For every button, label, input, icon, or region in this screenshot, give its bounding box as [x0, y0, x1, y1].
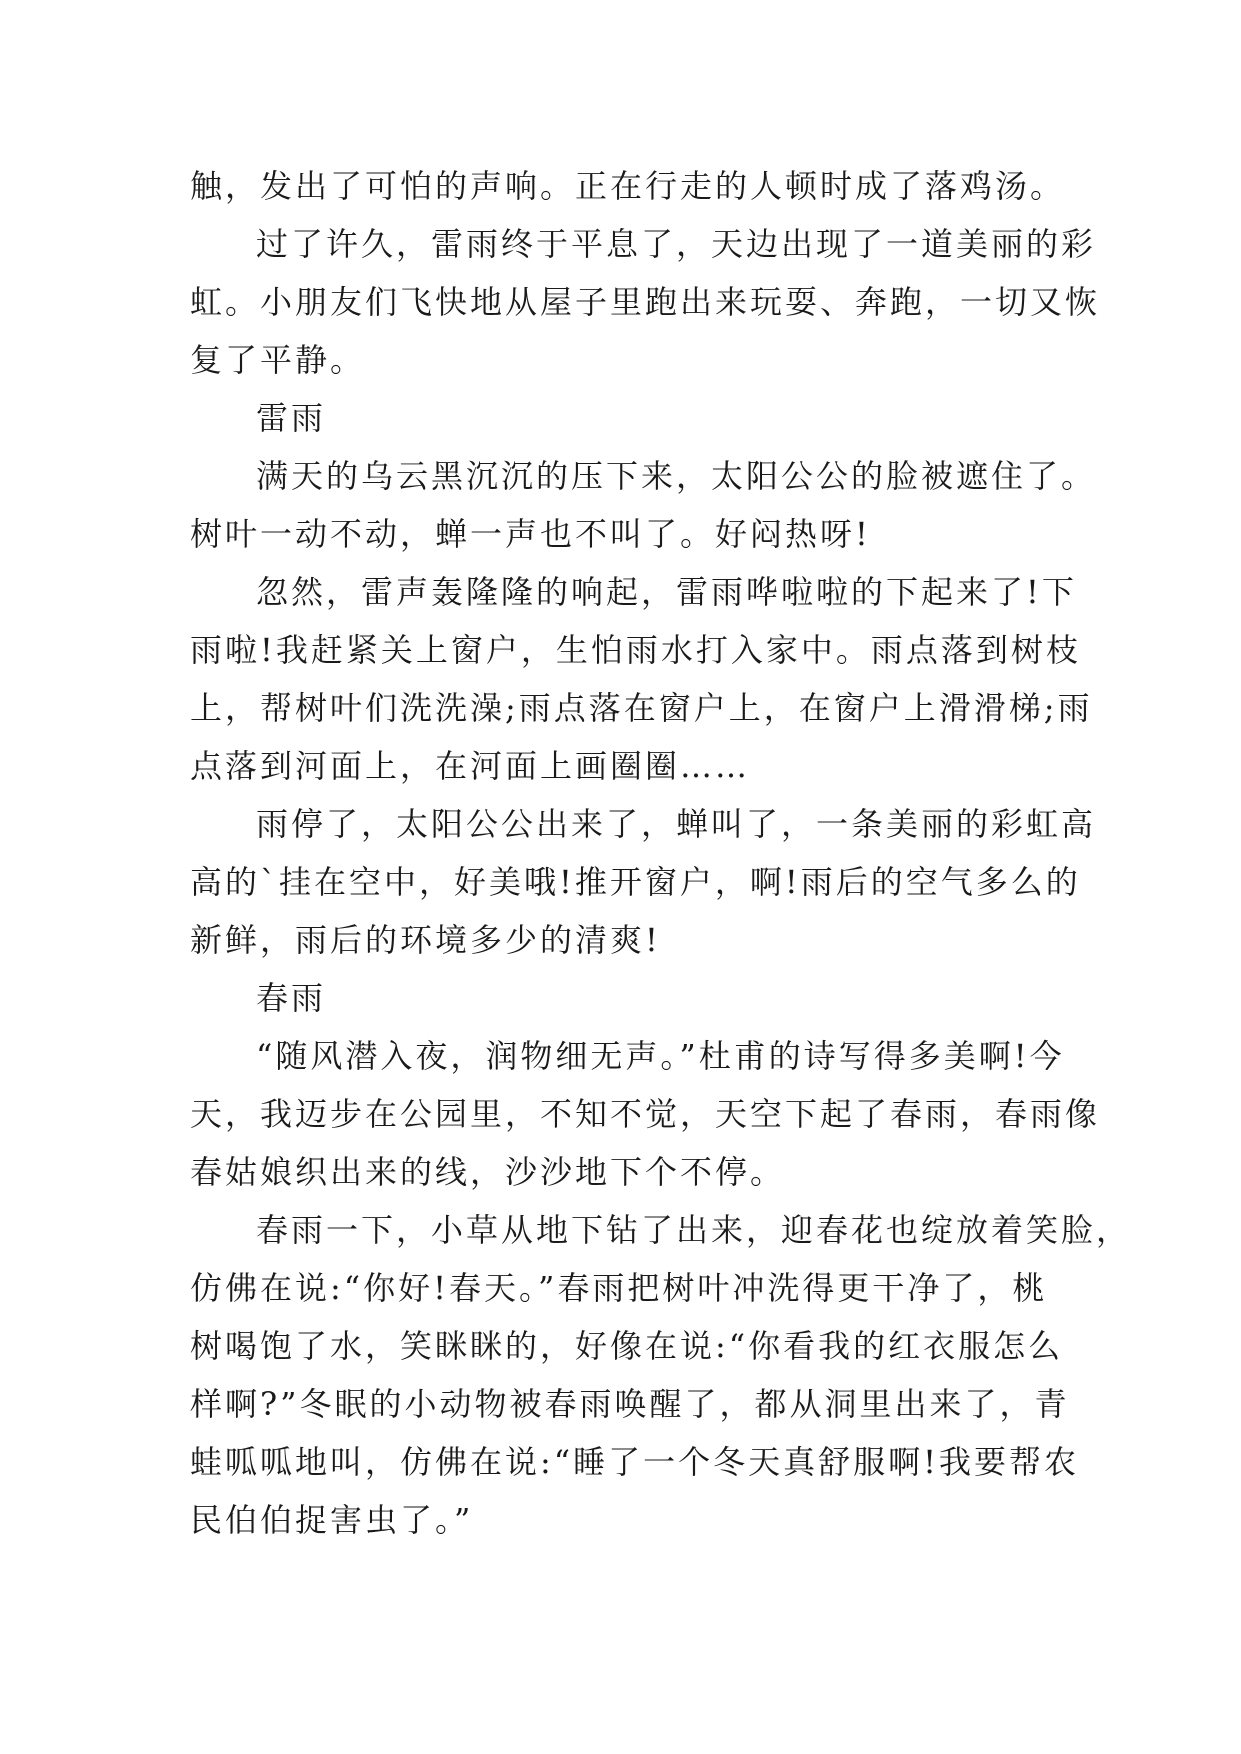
text-line: 触，发出了可怕的声响。正在行走的人顿时成了落鸡汤。 [190, 167, 1066, 205]
section-heading: 雷雨 [256, 399, 327, 437]
text-line: 上，帮树叶们洗洗澡;雨点落在窗户上，在窗户上滑滑梯;雨 [190, 689, 1093, 727]
text-line: 春姑娘织出来的线，沙沙地下个不停。 [190, 1153, 786, 1191]
paragraph-start-line: 满天的乌云黑沉沉的压下来，太阳公公的脸被遮住了。 [256, 457, 1097, 495]
paragraph-start-line: “随风潜入夜，润物细无声。”杜甫的诗写得多美啊!今 [256, 1037, 1065, 1075]
document-page [190, 157, 1132, 1549]
text-line: 样啊?”冬眠的小动物被春雨唤醒了，都从洞里出来了，青 [190, 1385, 1070, 1423]
text-line: 蛙呱呱地叫，仿佛在说:“睡了一个冬天真舒服啊!我要帮农 [190, 1443, 1080, 1481]
text-line: 天，我迈步在公园里，不知不觉，天空下起了春雨，春雨像 [190, 1095, 1101, 1133]
paragraph-start-line: 春雨一下，小草从地下钻了出来，迎春花也绽放着笑脸， [256, 1211, 1132, 1249]
text-line: 雨啦!我赶紧关上窗户，生怕雨水打入家中。雨点落到树枝 [190, 631, 1081, 669]
text-line: 仿佛在说:“你好!春天。”春雨把树叶冲洗得更干净了，桃 [190, 1269, 1048, 1307]
paragraph-start-line: 忽然，雷声轰隆隆的响起，雷雨哗啦啦的下起来了!下 [256, 573, 1077, 611]
text-line: 树叶一动不动，蝉一声也不叫了。好闷热呀! [190, 515, 871, 553]
text-line: 复了平静。 [190, 341, 366, 379]
text-line: 新鲜，雨后的环境多少的清爽! [190, 921, 661, 959]
paragraph-start-line: 雨停了，太阳公公出来了，蝉叫了，一条美丽的彩虹高 [256, 805, 1097, 843]
text-line: 虹。小朋友们飞快地从屋子里跑出来玩耍、奔跑，一切又恢 [190, 283, 1101, 321]
text-line: 树喝饱了水，笑眯眯的，好像在说:“你看我的红衣服怎么 [190, 1327, 1064, 1365]
text-line: 高的`挂在空中，好美哦!推开窗户，啊!雨后的空气多么的 [190, 863, 1081, 901]
section-heading: 春雨 [256, 979, 327, 1017]
text-line: 点落到河面上，在河面上画圈圈…… [190, 747, 751, 785]
text-line: 民伯伯捉害虫了。” [190, 1501, 474, 1539]
paragraph-start-line: 过了许久，雷雨终于平息了，天边出现了一道美丽的彩 [256, 225, 1097, 263]
